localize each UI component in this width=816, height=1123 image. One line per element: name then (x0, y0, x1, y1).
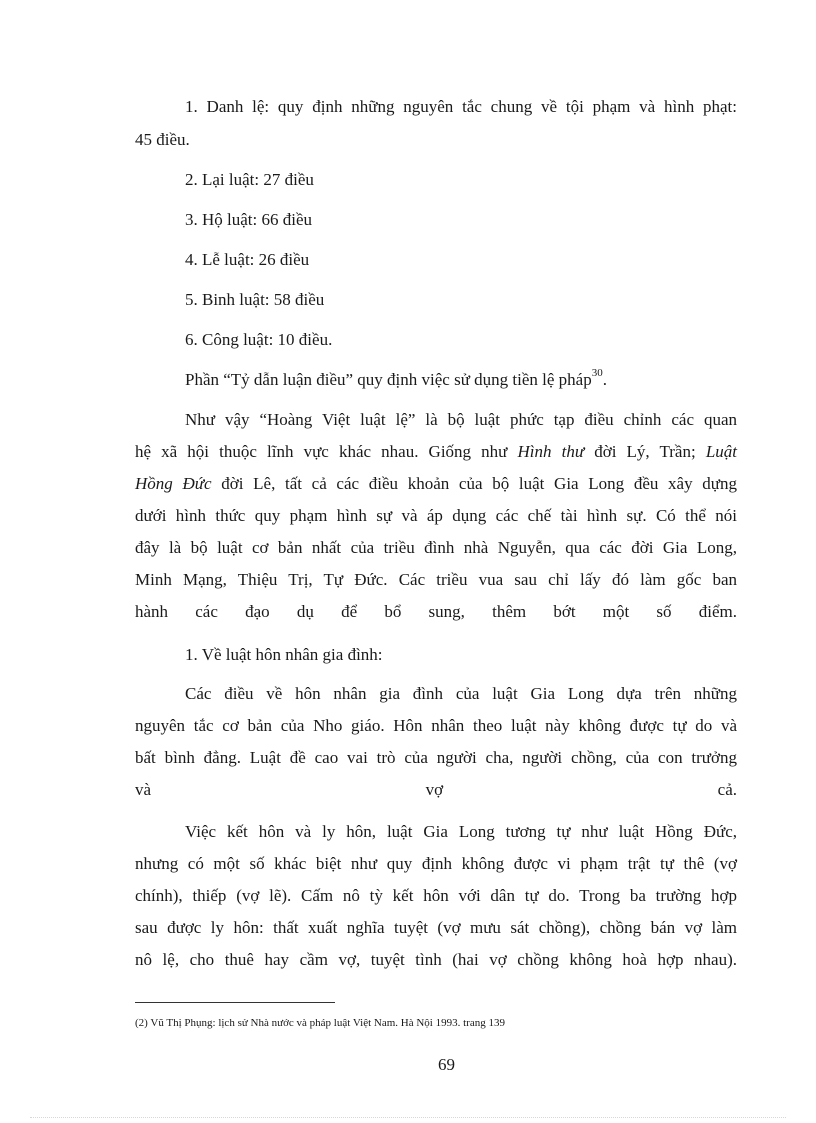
list-item-2: 2. Lại luật: 27 điều (185, 170, 314, 189)
list-item-1 (135, 97, 737, 117)
text-run: đời Lê, tất cả các điều khoản của bộ luật Gia Long đều xây dựng (211, 474, 737, 493)
text-run: hệ xã hội thuộc lĩnh vực khác nhau. Giống như (135, 442, 518, 461)
page-number: 69 (438, 1055, 455, 1074)
list-item-1-line-1: 1. Danh lệ: quy định những nguyên tắc chung về tội phạm và hình phạt: (185, 97, 737, 116)
list-item-3: 3. Hộ luật: 66 điều (185, 210, 313, 229)
list-item-1-line-2: 45 điều. (135, 130, 190, 149)
paragraph-3-line-5: nô lệ, cho thuê hay cầm vợ, tuyệt tình (hai vợ chồng không hoà hợp nhau). (135, 950, 737, 969)
section-heading: 1. Về luật hôn nhân gia đình: (185, 645, 383, 664)
paragraph-2 (135, 684, 737, 812)
paragraph-3-line-4: sau được ly hôn: thất xuất nghĩa tuyệt (vợ mưu sát chồng), chồng bán vợ làm (135, 918, 737, 937)
italic-title-hinh-thu: Hình thư (517, 442, 585, 461)
italic-title-luat: Luật (705, 442, 737, 461)
paragraph-1-line-3 (135, 474, 737, 506)
footnote: (2) Vũ Thị Phụng: lịch sử Nhà nước và pháp luật Việt Nam. Hà Nội 1993. trang 139 (135, 1017, 505, 1029)
page-bottom-divider (30, 1117, 786, 1118)
paragraph-3-line-3: chính), thiếp (vợ lẽ). Cấm nô tỳ kết hôn với dân tự do. Trong ba trường hợp (135, 886, 737, 905)
paragraph-1-line-2 (135, 442, 737, 474)
footnote-ref: 30 (591, 367, 603, 380)
paragraph-3 (135, 822, 737, 982)
paragraph-1-line-5: đây là bộ luật cơ bản nhất của triều đình nhà Nguyễn, qua các đời Gia Long, (135, 538, 737, 557)
paragraph-3-line-1: Việc kết hôn và ly hôn, luật Gia Long tương tự như luật Hồng Đức, (185, 822, 737, 841)
text-run: đời Lý, Trần; (584, 442, 706, 461)
paragraph-2-line-2: nguyên tắc cơ bản của Nho giáo. Hôn nhân theo luật này không được tự do và (135, 716, 737, 735)
list-item-4: 4. Lễ luật: 26 điều (185, 250, 310, 269)
paragraph-1-line-4: dưới hình thức quy phạm hình sự và áp dụng các chế tài hình sự. Có thể nói (135, 506, 737, 525)
list-item-6: 6. Công luật: 10 điều. (185, 330, 333, 349)
footnote-separator (135, 1002, 335, 1003)
phan-note-text: Phần “Tỷ dẫn luận điều” quy định việc sử dụng tiền lệ pháp (185, 370, 592, 389)
paragraph-1-line-6: Minh Mạng, Thiệu Trị, Tự Đức. Các triều vua sau chỉ lấy đó làm gốc ban (135, 570, 737, 589)
paragraph-3-line-2: nhưng có một số khác biệt như quy định không được vi phạm trật tự thê (vợ (135, 854, 737, 873)
paragraph-2-line-1: Các điều về hôn nhân gia đình của luật Gia Long dựa trên những (185, 684, 737, 703)
italic-title-hong-duc: Hồng Đức (135, 474, 212, 493)
list-item-5: 5. Binh luật: 58 điều (185, 290, 325, 309)
phan-note (185, 367, 607, 390)
paragraph-2-line-3: bất bình đẳng. Luật đề cao vai trò của người cha, người chồng, của con trưởng (135, 748, 737, 767)
phan-note-end: . (602, 370, 607, 389)
paragraph-1-line-1: Như vậy “Hoàng Việt luật lệ” là bộ luật phức tạp điều chỉnh các quan (185, 410, 737, 429)
paragraph-1-line-7: hành các đạo dụ để bổ sung, thêm bớt một số điểm. (135, 602, 737, 621)
paragraph-1 (135, 410, 737, 634)
paragraph-2-line-4: và vợ cả. (135, 780, 737, 799)
